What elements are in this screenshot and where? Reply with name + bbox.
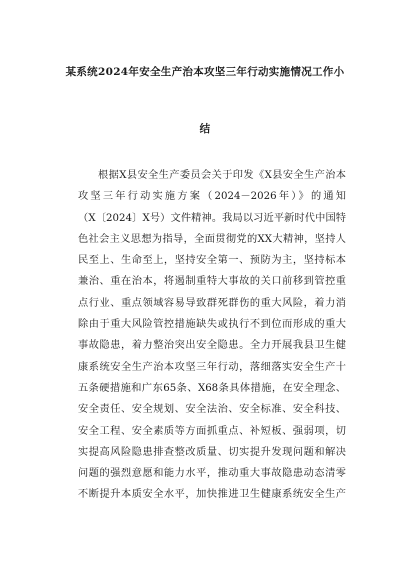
document-body — [78, 165, 346, 506]
body-line: 民至上、生命至上，坚持安全第一、预防为主，坚持标本 — [78, 255, 346, 267]
body-line: 五条硬措施和广东65条、X68条具体措施，在安全理念、 — [78, 382, 346, 394]
body-line: 兼治、重在治本，将遏制重特大事故的关口前移到管控重 — [78, 276, 346, 288]
body-line: 安全责任、安全规划、安全法治、安全标准、安全科技、 — [78, 404, 346, 416]
body-line: 色社会主义思想为指导，全面贯彻党的XX大精神，坚持人 — [78, 233, 346, 245]
body-line: 不断提升本质安全水平，加快推进卫生健康系统安全生产 — [78, 489, 346, 501]
body-line: 康系统安全生产治本攻坚三年行动，落细落实安全生产十 — [78, 361, 346, 373]
body-line: 实提高风险隐患排查整改质量、切实提升发现问题和解决 — [78, 446, 346, 458]
body-line: 攻坚三年行动实施方案（2024－2026年）》的通知 — [78, 191, 346, 203]
body-line: （X〔2024〕X号）文件精神。我局以习近平新时代中国特 — [78, 212, 346, 224]
body-line: 安全工程、安全素质等方面抓重点、补短板、强弱项，切 — [78, 425, 346, 437]
body-line: 问题的强烈意愿和能力水平，推动重大事故隐患动态清零 — [78, 468, 346, 480]
body-line: 事故隐患，着力整治突出安全隐患。全力开展我县卫生健 — [78, 340, 346, 352]
body-line: 点行业、重点领域容易导致群死群伤的重大风险，着力消 — [78, 297, 346, 309]
body-line: 根据X县安全生产委员会关于印发《X县安全生产治本 — [98, 170, 346, 181]
document-title-line-2: 结 — [199, 123, 211, 135]
document-title-line-1: 某系统2024年安全生产治本攻坚三年行动实施情况工作小 — [65, 66, 345, 78]
body-line: 除由于重大风险管控措施缺失或执行不到位而形成的重大 — [78, 319, 346, 331]
